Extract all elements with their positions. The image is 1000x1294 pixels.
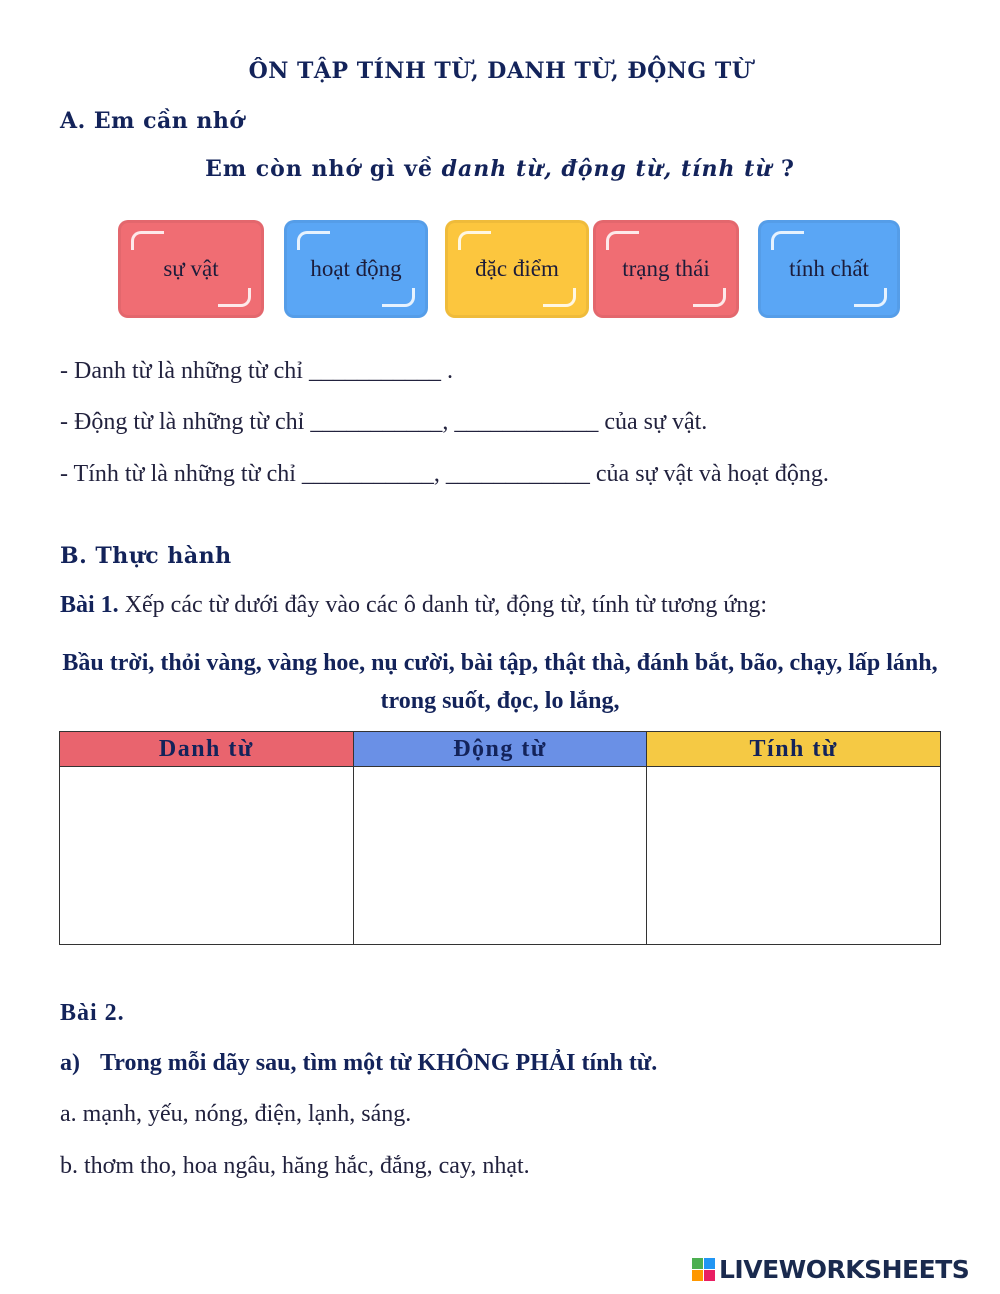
word-list: Bầu trời, thỏi vàng, vàng hoe, nụ cười, bài tập, thật thà, đánh bắt, bão, chạy, lấp lánh, trong suốt, đọc, lo lắng, <box>62 650 938 714</box>
exercise-1-label: Bài 1. <box>60 592 119 618</box>
chip-su-vat[interactable] <box>118 220 264 318</box>
chip-hoat-dong[interactable] <box>284 220 428 318</box>
fill-line-danh-tu: - Danh từ là những từ chỉ ___________ . <box>60 358 453 384</box>
header-dong-tu: Động từ <box>353 732 647 767</box>
exercise-1-instruction <box>60 592 767 619</box>
chip-label: đặc điểm <box>475 256 559 281</box>
liveworksheets-logo <box>692 1255 969 1284</box>
exercise-2-label: Bài 2. <box>60 1000 125 1026</box>
chip-label: hoạt động <box>310 256 402 281</box>
exercise-2-task-a <box>60 1050 657 1077</box>
option-b[interactable]: b. thơm tho, hoa ngâu, hăng hắc, đắng, cay, nhạt. <box>60 1153 530 1179</box>
task-a-label: a) <box>60 1050 80 1076</box>
drop-zone-tinh-tu[interactable] <box>647 767 941 945</box>
review-question <box>0 156 1000 182</box>
chip-dac-diem[interactable] <box>445 220 589 318</box>
task-a-text: Trong mỗi dãy sau, tìm một từ KHÔNG PHẢI tính từ. <box>100 1050 658 1076</box>
option-a[interactable]: a. mạnh, yếu, nóng, điện, lạnh, sáng. <box>60 1101 412 1127</box>
header-danh-tu: Danh từ <box>60 732 354 767</box>
drop-zone-dong-tu[interactable] <box>353 767 647 945</box>
header-tinh-tu: Tính từ <box>647 732 941 767</box>
question-prefix: Em còn nhớ gì về <box>205 156 442 182</box>
question-italic: danh từ, động từ, tính từ <box>441 156 773 182</box>
section-b-heading: B. Thực hành <box>60 543 232 569</box>
logo-text: LIVEWORKSHEETS <box>719 1255 970 1284</box>
chip-label: tính chất <box>789 256 869 281</box>
sorting-table <box>59 731 941 945</box>
drop-zone-danh-tu[interactable] <box>60 767 354 945</box>
fill-line-dong-tu: - Động từ là những từ chỉ ___________, ____________ của sự vật. <box>60 409 708 435</box>
section-a-heading: A. Em cần nhớ <box>60 108 245 134</box>
chip-label: trạng thái <box>622 256 710 281</box>
chip-tinh-chat[interactable] <box>758 220 900 318</box>
page-title: ÔN TẬP TÍNH TỪ, DANH TỪ, ĐỘNG TỪ <box>248 58 752 84</box>
chip-label: sự vật <box>163 256 219 281</box>
question-suffix: ? <box>772 156 795 182</box>
exercise-1-text: Xếp các từ dưới đây vào các ô danh từ, động từ, tính từ tương ứng: <box>118 592 767 618</box>
logo-mark-icon <box>692 1258 715 1281</box>
fill-line-tinh-tu: - Tính từ là những từ chỉ ___________, ____________ của sự vật và hoạt động. <box>60 461 829 487</box>
chip-trang-thai[interactable] <box>593 220 739 318</box>
